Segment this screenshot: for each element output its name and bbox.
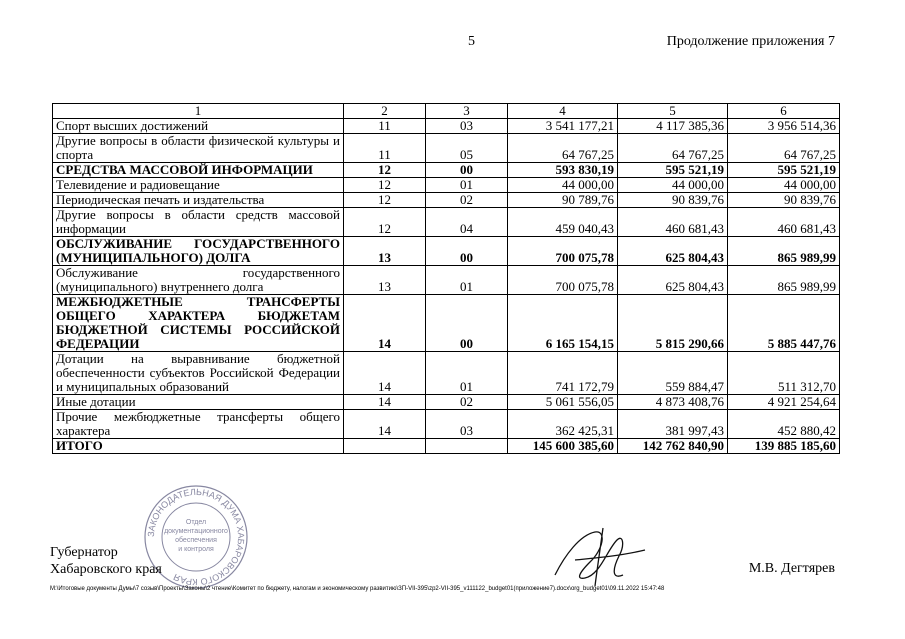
column-header: 3 <box>426 104 508 119</box>
row-name: Прочие межбюджетные трансферты общего характера <box>53 410 344 439</box>
subsection-code: 00 <box>426 163 508 178</box>
position-line: Хабаровского края <box>50 562 162 577</box>
table-row <box>53 410 840 439</box>
table-row <box>53 163 840 178</box>
section-code: 12 <box>344 163 426 178</box>
table-row <box>53 237 840 266</box>
table-row <box>53 266 840 295</box>
amount-2023: 362 425,31 <box>508 410 618 439</box>
amount-2025: 865 989,99 <box>728 266 840 295</box>
row-name: ОБСЛУЖИВАНИЕ ГОСУДАРСТВЕННОГО (МУНИЦИПАЛЬНОГО) ДОЛГА <box>53 237 344 266</box>
row-name: Иные дотации <box>53 395 344 410</box>
amount-2023: 700 075,78 <box>508 266 618 295</box>
continuation-label: Продолжение приложения 7 <box>666 34 835 49</box>
amount-2023: 593 830,19 <box>508 163 618 178</box>
section-code: 12 <box>344 208 426 237</box>
subsection-code: 03 <box>426 119 508 134</box>
subsection-code: 01 <box>426 178 508 193</box>
row-name: Другие вопросы в области средств массовой информации <box>53 208 344 237</box>
amount-2025: 5 885 447,76 <box>728 295 840 352</box>
amount-2025: 511 312,70 <box>728 352 840 395</box>
stamp-inner-text: документационного <box>164 528 228 535</box>
amount-2025: 595 521,19 <box>728 163 840 178</box>
column-header: 1 <box>53 104 344 119</box>
row-name: Периодическая печать и издательства <box>53 193 344 208</box>
subsection-code: 05 <box>426 134 508 163</box>
amount-2023: 44 000,00 <box>508 178 618 193</box>
stamp-inner-text: и контроля <box>178 546 214 553</box>
section-code: 13 <box>344 266 426 295</box>
table-row <box>53 352 840 395</box>
amount-2024: 625 804,43 <box>618 237 728 266</box>
row-name: Другие вопросы в области физической культуры и спорта <box>53 134 344 163</box>
amount-2023: 5 061 556,05 <box>508 395 618 410</box>
subsection-code: 02 <box>426 193 508 208</box>
amount-2025: 90 839,76 <box>728 193 840 208</box>
section-code: 14 <box>344 410 426 439</box>
stamp-ring-text: ЗАКОНОДАТЕЛЬНАЯ ДУМА ХАБАРОВСКОГО КРАЯ <box>145 486 247 588</box>
stamp-inner-text: обеспечения <box>175 537 217 544</box>
amount-2023: 64 767,25 <box>508 134 618 163</box>
table-row <box>53 208 840 237</box>
subsection-code: 00 <box>426 237 508 266</box>
column-header: 6 <box>728 104 840 119</box>
table-row <box>53 119 840 134</box>
amount-2023: 700 075,78 <box>508 237 618 266</box>
subsection-code: 00 <box>426 295 508 352</box>
table-row <box>53 178 840 193</box>
amount-2023: 3 541 177,21 <box>508 119 618 134</box>
subsection-code: 01 <box>426 266 508 295</box>
column-header: 4 <box>508 104 618 119</box>
amount-2025: 4 921 254,64 <box>728 395 840 410</box>
table-header-row <box>53 104 840 119</box>
amount-2024: 4 873 408,76 <box>618 395 728 410</box>
subsection-code: 03 <box>426 410 508 439</box>
row-name: Спорт высших достижений <box>53 119 344 134</box>
column-header: 2 <box>344 104 426 119</box>
amount-2023: 6 165 154,15 <box>508 295 618 352</box>
section-code: 11 <box>344 134 426 163</box>
subsection-code: 02 <box>426 395 508 410</box>
page-number: 5 <box>468 34 475 49</box>
column-header: 5 <box>618 104 728 119</box>
section-code: 13 <box>344 237 426 266</box>
row-name: Дотации на выравнивание бюджетной обеспеченности субъектов Российской Федерации и муниципальных образований <box>53 352 344 395</box>
table-row <box>53 193 840 208</box>
amount-2025: 865 989,99 <box>728 237 840 266</box>
amount-2023: 145 600 385,60 <box>508 439 618 454</box>
amount-2025: 139 885 185,60 <box>728 439 840 454</box>
amount-2023: 741 172,79 <box>508 352 618 395</box>
signer-name: М.В. Дегтярев <box>748 561 835 576</box>
row-name: Обслуживание государственного (муниципального) внутреннего долга <box>53 266 344 295</box>
section-code: 12 <box>344 178 426 193</box>
amount-2024: 381 997,43 <box>618 410 728 439</box>
amount-2023: 90 789,76 <box>508 193 618 208</box>
table-body <box>53 104 840 454</box>
amount-2024: 90 839,76 <box>618 193 728 208</box>
table-row <box>53 439 840 454</box>
section-code <box>344 439 426 454</box>
amount-2024: 559 884,47 <box>618 352 728 395</box>
table-row <box>53 295 840 352</box>
amount-2025: 64 767,25 <box>728 134 840 163</box>
row-name: Телевидение и радиовещание <box>53 178 344 193</box>
row-name: МЕЖБЮДЖЕТНЫЕ ТРАНСФЕРТЫ ОБЩЕГО ХАРАКТЕРА БЮДЖЕТАМ БЮДЖЕТНОЙ СИСТЕМЫ РОССИЙСКОЙ ФЕДЕРАЦИИ <box>53 295 344 352</box>
table-row <box>53 134 840 163</box>
subsection-code: 04 <box>426 208 508 237</box>
amount-2024: 5 815 290,66 <box>618 295 728 352</box>
section-code: 14 <box>344 295 426 352</box>
amount-2024: 595 521,19 <box>618 163 728 178</box>
handwritten-signature <box>545 520 655 590</box>
section-code: 14 <box>344 352 426 395</box>
amount-2025: 460 681,43 <box>728 208 840 237</box>
amount-2024: 4 117 385,36 <box>618 119 728 134</box>
stamp-inner-text: Отдел <box>185 519 207 526</box>
subsection-code: 01 <box>426 352 508 395</box>
amount-2024: 460 681,43 <box>618 208 728 237</box>
file-path-footer: M:\Итоговые документы Думы\7 созыв\Проекты\Законы\2 чтение\Комитет по бюджету, налогам и экономическому развитию\ЗП-VII-395\zp2-VII-395_v111122_budget01(приложение7).docx\org_budget01\09.11.2022 15:47:48 <box>50 586 665 592</box>
row-name: ИТОГО <box>53 439 344 454</box>
subsection-code <box>426 439 508 454</box>
amount-2024: 44 000,00 <box>618 178 728 193</box>
amount-2025: 452 880,42 <box>728 410 840 439</box>
amount-2024: 625 804,43 <box>618 266 728 295</box>
section-code: 11 <box>344 119 426 134</box>
amount-2025: 44 000,00 <box>728 178 840 193</box>
amount-2024: 64 767,25 <box>618 134 728 163</box>
governor-position <box>50 544 162 578</box>
amount-2023: 459 040,43 <box>508 208 618 237</box>
row-name: СРЕДСТВА МАССОВОЙ ИНФОРМАЦИИ <box>53 163 344 178</box>
budget-table <box>52 103 840 454</box>
table-row <box>53 395 840 410</box>
position-line: Губернатор <box>50 545 118 560</box>
section-code: 14 <box>344 395 426 410</box>
section-code: 12 <box>344 193 426 208</box>
amount-2024: 142 762 840,90 <box>618 439 728 454</box>
amount-2025: 3 956 514,36 <box>728 119 840 134</box>
